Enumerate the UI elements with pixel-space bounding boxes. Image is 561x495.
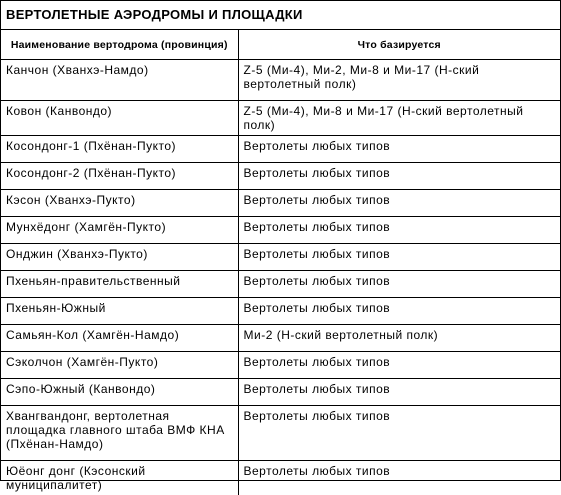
column-header-name: Наименование вертодрома (провинция) [1,30,238,60]
helipads-table [1,30,560,495]
table-row [1,406,560,461]
table-row [1,461,560,495]
cell-name: Кэсон (Хванхэ-Пукто) [1,190,238,217]
cell-based: Ми-2 (Н-ский вертолетный полк) [238,325,560,352]
cell-name: Хвангвандонг, вертолетная площадка главного штаба ВМФ КНА (Пхёнан-Намдо) [1,406,238,461]
table-row [1,190,560,217]
cell-based: Вертолеты любых типов [238,461,560,495]
cell-based: Вертолеты любых типов [238,298,560,325]
cell-based: Вертолеты любых типов [238,244,560,271]
table-row [1,60,560,101]
cell-name: Косондонг-2 (Пхёнан-Пукто) [1,163,238,190]
cell-name: Юёонг донг (Кэсонский муниципалитет) [1,461,238,495]
cell-name: Канчон (Хванхэ-Намдо) [1,60,238,101]
cell-name: Сэколчон (Хамгён-Пукто) [1,352,238,379]
cell-based: Z-5 (Ми-4), Ми-2, Ми-8 и Ми-17 (Н-ский вертолетный полк) [238,60,560,101]
table-row [1,298,560,325]
cell-based: Вертолеты любых типов [238,352,560,379]
table-title: ВЕРТОЛЕТНЫЕ АЭРОДРОМЫ И ПЛОЩАДКИ [1,1,560,30]
cell-name: Пхеньян-Южный [1,298,238,325]
table-row [1,163,560,190]
table-row [1,217,560,244]
cell-based: Вертолеты любых типов [238,271,560,298]
cell-based: Вертолеты любых типов [238,379,560,406]
cell-based: Вертолеты любых типов [238,163,560,190]
table-row [1,136,560,163]
cell-based: Вертолеты любых типов [238,406,560,461]
column-header-based: Что базируется [238,30,560,60]
cell-name: Онджин (Хванхэ-Пукто) [1,244,238,271]
cell-name: Пхеньян-правительственный [1,271,238,298]
cell-name: Самьян-Кол (Хамгён-Намдо) [1,325,238,352]
table-row [1,244,560,271]
cell-based: Вертолеты любых типов [238,217,560,244]
table-row [1,101,560,136]
table-row [1,379,560,406]
cell-based: Вертолеты любых типов [238,136,560,163]
cell-based: Вертолеты любых типов [238,190,560,217]
table-row [1,352,560,379]
table-header-row [1,30,560,60]
cell-name: Мунхёдонг (Хамгён-Пукто) [1,217,238,244]
cell-name: Косондонг-1 (Пхёнан-Пукто) [1,136,238,163]
cell-based: Z-5 (Ми-4), Ми-8 и Ми-17 (Н-ский вертолетный полк) [238,101,560,136]
cell-name: Сэпо-Южный (Канвондо) [1,379,238,406]
cell-name: Ковон (Канвондо) [1,101,238,136]
table-row [1,271,560,298]
table-row [1,325,560,352]
